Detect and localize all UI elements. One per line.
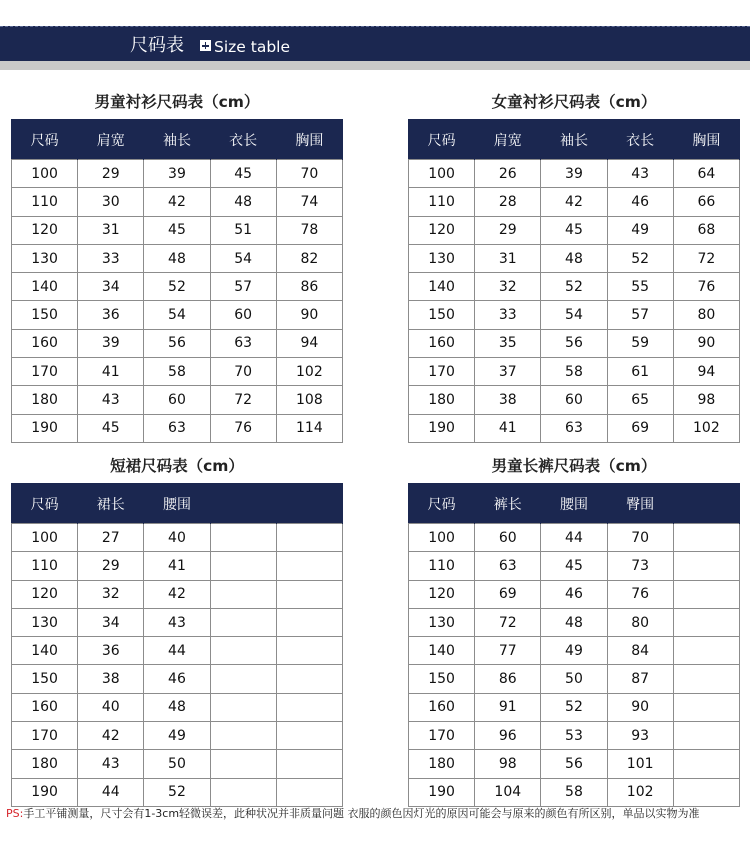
table-cell: 110 [12,552,78,580]
column-header [673,484,739,524]
table-row [12,273,343,301]
column-header: 腰围 [541,484,607,524]
table-row [409,273,740,301]
table-row [12,750,343,778]
table-cell: 140 [409,637,475,665]
table-cell: 63 [541,414,607,442]
table-cell: 73 [607,552,673,580]
table-cell [673,580,739,608]
table-cell: 50 [541,665,607,693]
table-cell: 52 [607,244,673,272]
table-cell: 52 [144,778,210,806]
table-cell: 33 [475,301,541,329]
table-cell: 100 [12,524,78,552]
table-row [409,750,740,778]
table-cell [210,637,276,665]
size-table-boys-shirt [11,119,343,443]
table-cell [673,778,739,806]
header-title: 尺码表 [130,35,184,56]
table-cell: 37 [475,358,541,386]
table-cell: 94 [276,329,342,357]
table-cell: 180 [409,386,475,414]
table-cell: 45 [144,216,210,244]
table-cell: 26 [475,160,541,188]
column-header: 肩宽 [475,120,541,160]
table-cell: 150 [12,301,78,329]
table-header-row [12,120,343,160]
size-table-skirt [11,483,343,807]
table-row [12,386,343,414]
table-cell: 60 [210,301,276,329]
table-cell: 39 [78,329,144,357]
column-header [276,484,342,524]
table-row [409,778,740,806]
footnote [6,806,750,821]
table-cell: 104 [475,778,541,806]
table-row [409,580,740,608]
table-cell: 160 [12,329,78,357]
column-header: 衣长 [210,120,276,160]
column-header: 衣长 [607,120,673,160]
table-cell: 48 [144,244,210,272]
table-cell: 80 [607,608,673,636]
table-cell: 52 [144,273,210,301]
table-cell [210,665,276,693]
table-cell: 180 [12,750,78,778]
table-cell: 42 [144,188,210,216]
table-cell: 45 [541,216,607,244]
table-cell: 31 [78,216,144,244]
table-cell: 48 [541,244,607,272]
table-cell: 35 [475,329,541,357]
table-row [409,160,740,188]
table-title-girls-shirt: 女童衬衫尺码表（cm） [491,93,657,111]
table-cell: 46 [541,580,607,608]
table-cell: 160 [409,693,475,721]
table-cell: 74 [276,188,342,216]
table-cell: 63 [144,414,210,442]
table-row [12,637,343,665]
table-cell: 102 [673,414,739,442]
table-cell: 190 [12,778,78,806]
table-cell: 55 [607,273,673,301]
table-cell [276,693,342,721]
table-cell [673,722,739,750]
table-cell [210,524,276,552]
plus-icon [200,40,211,51]
table-cell: 72 [673,244,739,272]
table-cell [210,552,276,580]
table-cell: 39 [541,160,607,188]
table-cell [210,608,276,636]
table-row [12,778,343,806]
table-cell: 94 [673,358,739,386]
table-cell [276,637,342,665]
table-cell [673,552,739,580]
table-cell: 65 [607,386,673,414]
table-cell: 54 [210,244,276,272]
table-header-row [12,484,343,524]
table-cell: 38 [475,386,541,414]
table-cell: 72 [210,386,276,414]
table-cell: 49 [541,637,607,665]
table-cell: 58 [541,358,607,386]
table-cell: 170 [12,358,78,386]
table-row [409,552,740,580]
table-row [12,580,343,608]
table-row [12,358,343,386]
table-cell: 60 [541,386,607,414]
table-cell: 46 [607,188,673,216]
table-cell: 31 [475,244,541,272]
table-row [12,188,343,216]
table-row [409,216,740,244]
column-header: 裙长 [78,484,144,524]
table-cell: 41 [78,358,144,386]
table-row [409,301,740,329]
table-cell: 53 [541,722,607,750]
table-row [12,244,343,272]
table-cell: 110 [409,552,475,580]
table-cell: 52 [541,273,607,301]
table-cell: 78 [276,216,342,244]
table-cell: 58 [541,778,607,806]
table-cell: 70 [276,160,342,188]
table-cell: 84 [607,637,673,665]
table-cell: 90 [276,301,342,329]
table-cell: 70 [607,524,673,552]
table-cell: 100 [409,524,475,552]
header-banner-strip [0,61,750,70]
table-cell: 76 [673,273,739,301]
table-cell [210,580,276,608]
table-cell: 170 [12,722,78,750]
table-cell: 90 [673,329,739,357]
table-cell: 27 [78,524,144,552]
table-cell [673,637,739,665]
column-header: 尺码 [12,484,78,524]
table-row [12,160,343,188]
table-cell: 51 [210,216,276,244]
column-header: 胸围 [276,120,342,160]
table-cell: 54 [541,301,607,329]
table-row [409,188,740,216]
table-cell: 49 [607,216,673,244]
table-cell: 96 [475,722,541,750]
table-cell: 28 [475,188,541,216]
table-cell: 82 [276,244,342,272]
table-cell: 102 [276,358,342,386]
column-header: 袖长 [144,120,210,160]
table-title-boys-pants: 男童长裤尺码表（cm） [491,457,657,475]
table-cell: 120 [409,580,475,608]
table-cell: 160 [409,329,475,357]
table-cell: 38 [78,665,144,693]
table-row [12,216,343,244]
table-cell: 54 [144,301,210,329]
table-header-row [409,484,740,524]
table-cell [276,524,342,552]
table-cell [210,750,276,778]
table-cell: 150 [409,301,475,329]
table-cell: 56 [541,329,607,357]
table-cell: 180 [12,386,78,414]
table-cell: 100 [12,160,78,188]
table-cell [276,778,342,806]
table-cell [276,665,342,693]
table-cell: 39 [144,160,210,188]
table-cell: 32 [475,273,541,301]
table-cell: 100 [409,160,475,188]
table-cell [673,608,739,636]
footnote-prefix: PS: [6,807,24,820]
table-cell: 42 [144,580,210,608]
header-banner [0,26,750,61]
table-cell: 69 [607,414,673,442]
table-cell: 130 [409,608,475,636]
table-title-skirt: 短裙尺码表（cm） [110,457,244,475]
table-cell: 52 [541,693,607,721]
table-cell: 150 [409,665,475,693]
table-cell [673,665,739,693]
column-header: 肩宽 [78,120,144,160]
table-cell: 33 [78,244,144,272]
table-cell: 48 [541,608,607,636]
table-cell [210,722,276,750]
column-header: 尺码 [409,484,475,524]
table-cell: 98 [475,750,541,778]
table-cell: 43 [607,160,673,188]
table-cell: 42 [78,722,144,750]
table-cell: 180 [409,750,475,778]
table-cell: 140 [12,637,78,665]
table-cell: 170 [409,358,475,386]
table-cell [276,750,342,778]
table-cell: 170 [409,722,475,750]
table-cell: 190 [409,778,475,806]
table-cell: 34 [78,608,144,636]
table-cell: 120 [12,216,78,244]
table-cell: 60 [475,524,541,552]
table-cell: 49 [144,722,210,750]
table-cell: 190 [409,414,475,442]
table-row [409,722,740,750]
table-cell: 59 [607,329,673,357]
column-header: 尺码 [12,120,78,160]
table-row [12,329,343,357]
table-cell: 63 [210,329,276,357]
table-cell: 70 [210,358,276,386]
table-cell: 69 [475,580,541,608]
table-cell: 68 [673,216,739,244]
table-cell: 45 [210,160,276,188]
table-cell: 58 [144,358,210,386]
column-header: 臀围 [607,484,673,524]
table-cell: 72 [475,608,541,636]
column-header: 尺码 [409,120,475,160]
table-row [409,329,740,357]
table-row [409,386,740,414]
table-cell: 108 [276,386,342,414]
table-row [409,414,740,442]
table-cell: 140 [409,273,475,301]
table-cell: 160 [12,693,78,721]
table-cell: 41 [475,414,541,442]
table-cell: 46 [144,665,210,693]
table-cell: 45 [78,414,144,442]
table-cell: 190 [12,414,78,442]
table-cell: 34 [78,273,144,301]
table-cell: 61 [607,358,673,386]
table-row [409,244,740,272]
table-cell [276,580,342,608]
table-cell: 43 [144,608,210,636]
table-row [12,301,343,329]
table-cell: 44 [541,524,607,552]
table-row [409,524,740,552]
table-cell: 77 [475,637,541,665]
table-cell: 93 [607,722,673,750]
table-cell: 40 [144,524,210,552]
table-cell: 36 [78,301,144,329]
table-cell: 43 [78,750,144,778]
table-cell: 86 [475,665,541,693]
column-header: 腰围 [144,484,210,524]
table-cell: 30 [78,188,144,216]
table-cell [673,750,739,778]
footnote-text: 手工平铺测量，尺寸会有1-3cm轻微误差，此种状况并非质量问题 衣服的颜色因灯光的原因可能会与原来的颜色有所区别，单品以实物为准 [23,807,700,820]
table-cell: 101 [607,750,673,778]
table-cell: 150 [12,665,78,693]
column-header: 胸围 [673,120,739,160]
table-cell: 110 [409,188,475,216]
table-cell: 32 [78,580,144,608]
table-cell: 44 [144,637,210,665]
table-cell: 114 [276,414,342,442]
table-cell [276,552,342,580]
table-row [409,693,740,721]
table-cell [673,693,739,721]
table-row [12,665,343,693]
table-cell: 50 [144,750,210,778]
table-cell: 29 [475,216,541,244]
table-cell [276,722,342,750]
table-row [409,665,740,693]
table-cell: 140 [12,273,78,301]
size-table-girls-shirt [408,119,740,443]
table-cell: 80 [673,301,739,329]
table-cell: 76 [607,580,673,608]
table-header-row [409,120,740,160]
table-cell: 36 [78,637,144,665]
table-row [12,722,343,750]
table-cell: 29 [78,160,144,188]
table-cell: 120 [12,580,78,608]
table-cell [210,693,276,721]
table-row [12,608,343,636]
table-row [409,358,740,386]
table-cell: 57 [210,273,276,301]
column-header: 裤长 [475,484,541,524]
table-cell: 48 [144,693,210,721]
table-cell: 48 [210,188,276,216]
table-cell: 60 [144,386,210,414]
header-subtitle: Size table [214,38,291,56]
table-title-boys-shirt: 男童衬衫尺码表（cm） [94,93,260,111]
table-cell: 44 [78,778,144,806]
table-cell: 41 [144,552,210,580]
table-cell: 29 [78,552,144,580]
table-cell: 120 [409,216,475,244]
table-row [12,414,343,442]
table-row [12,524,343,552]
table-cell: 56 [541,750,607,778]
table-cell: 56 [144,329,210,357]
table-cell: 43 [78,386,144,414]
size-table-boys-pants [408,483,740,807]
table-cell: 57 [607,301,673,329]
table-cell: 76 [210,414,276,442]
table-row [12,552,343,580]
table-cell: 91 [475,693,541,721]
table-cell [673,524,739,552]
table-cell: 102 [607,778,673,806]
table-row [409,637,740,665]
table-cell: 90 [607,693,673,721]
table-cell: 63 [475,552,541,580]
table-cell: 130 [409,244,475,272]
table-cell [276,608,342,636]
table-cell: 64 [673,160,739,188]
table-cell: 40 [78,693,144,721]
column-header: 袖长 [541,120,607,160]
table-cell: 42 [541,188,607,216]
table-cell: 110 [12,188,78,216]
table-cell: 86 [276,273,342,301]
table-cell [210,778,276,806]
table-cell: 45 [541,552,607,580]
table-cell: 130 [12,244,78,272]
table-cell: 87 [607,665,673,693]
table-cell: 66 [673,188,739,216]
table-row [409,608,740,636]
column-header [210,484,276,524]
table-row [12,693,343,721]
table-cell: 98 [673,386,739,414]
table-cell: 130 [12,608,78,636]
